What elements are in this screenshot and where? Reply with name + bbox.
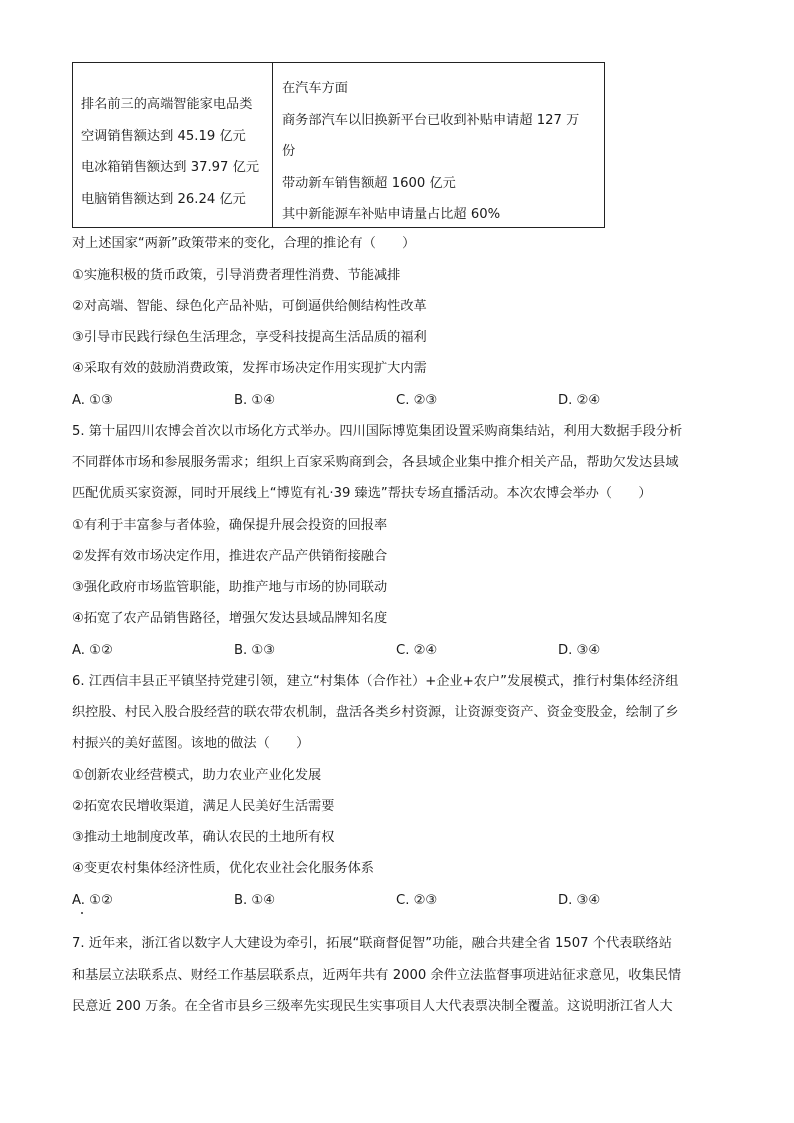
question-7-stem: 民意近 200 万条。在全省市县乡三级率先实现民生实事项目人大代表票决制全覆盖。这说明浙江省人大 bbox=[72, 999, 673, 1014]
table-line: 份 bbox=[282, 144, 296, 160]
option-b[interactable]: B. ①④ bbox=[234, 893, 276, 908]
table-cell-automobiles bbox=[273, 63, 604, 227]
table-line: 商务部汽车以旧换新平台已收到补贴申请超 127 万 bbox=[282, 112, 580, 128]
option-c[interactable]: C. ②④ bbox=[396, 643, 438, 658]
table-line: 电脑销售额达到 26.24 亿元 bbox=[81, 191, 246, 207]
table-line: 其中新能源车补贴申请量占比超 60% bbox=[282, 207, 501, 223]
option-a[interactable]: A. ①② bbox=[72, 893, 113, 908]
option-c[interactable]: C. ②③ bbox=[396, 393, 438, 408]
option-d[interactable]: D. ②④ bbox=[558, 393, 601, 408]
statement-item: ①实施积极的货币政策，引导消费者理性消费、节能减排 bbox=[72, 268, 401, 283]
question-7-stem: 和基层立法联系点、财经工作基层联系点，近两年共有 2000 余件立法监督事项进站征求意见，收集民情 bbox=[72, 968, 682, 983]
statement-item: ③推动土地制度改革，确认农民的土地所有权 bbox=[72, 830, 335, 845]
option-b[interactable]: B. ①③ bbox=[234, 643, 276, 658]
stray-mark bbox=[81, 912, 83, 914]
option-a[interactable]: A. ①② bbox=[72, 643, 113, 658]
question-4-options bbox=[72, 391, 632, 411]
statement-item: ④采取有效的鼓励消费政策，发挥市场决定作用实现扩大内需 bbox=[72, 361, 427, 376]
statement-item: ②拓宽农民增收渠道，满足人民美好生活需要 bbox=[72, 799, 335, 814]
table-line: 电冰箱销售额达到 37.97 亿元 bbox=[81, 160, 260, 175]
question-6-stem: 6. 江西信丰县正平镇坚持党建引领，建立“村集体（合作社）+企业+农户”发展模式，推行村集体经济组 bbox=[72, 674, 679, 689]
option-d[interactable]: D. ③④ bbox=[558, 893, 601, 908]
option-a[interactable]: A. ①③ bbox=[72, 393, 113, 408]
statement-item: ②发挥有效市场决定作用，推进农产品产供销衔接融合 bbox=[72, 549, 388, 564]
question-6-stem: 村振兴的美好蓝图。该地的做法（ ） bbox=[72, 736, 310, 751]
option-b[interactable]: B. ①④ bbox=[234, 393, 276, 408]
statement-item: ①有利于丰富参与者体验，确保提升展会投资的回报率 bbox=[72, 518, 388, 533]
statement-item: ③强化政府市场监管职能，助推产地与市场的协同联动 bbox=[72, 580, 388, 595]
table-cell-appliances bbox=[73, 63, 273, 227]
info-table bbox=[72, 62, 605, 228]
table-line: 在汽车方面 bbox=[282, 81, 348, 96]
question-6-stem: 织控股、村民入股合股经营的联农带农机制，盘活各类乡村资源，让资源变资产、资金变股金，绘制了乡 bbox=[72, 705, 679, 720]
question-4-stem: 对上述国家“两新”政策带来的变化，合理的推论有（ ） bbox=[72, 236, 416, 251]
question-7-stem: 7. 近年来，浙江省以数字人大建设为牵引，拓展“联商督促智”功能，融合共建全省 1507 个代表联络站 bbox=[72, 936, 672, 951]
table-line: 排名前三的高端智能家电品类 bbox=[81, 97, 253, 112]
question-6-options bbox=[72, 891, 632, 911]
question-5-options bbox=[72, 641, 632, 661]
option-d[interactable]: D. ③④ bbox=[558, 643, 601, 658]
question-5-stem: 不同群体市场和参展服务需求；组织上百家采购商到会，各县域企业集中推介相关产品，帮助欠发达县域 bbox=[72, 455, 679, 470]
statement-item: ③引导市民践行绿色生活理念，享受科技提高生活品质的福利 bbox=[72, 330, 427, 345]
statement-item: ②对高端、智能、绿色化产品补贴，可倒逼供给侧结构性改革 bbox=[72, 299, 427, 314]
table-line: 空调销售额达到 45.19 亿元 bbox=[81, 128, 246, 144]
statement-item: ①创新农业经营模式，助力农业产业化发展 bbox=[72, 768, 322, 783]
table-line: 带动新车销售额超 1600 亿元 bbox=[282, 175, 456, 191]
statement-item: ④拓宽了农产品销售路径，增强欠发达县域品牌知名度 bbox=[72, 611, 388, 626]
question-5-stem: 匹配优质买家资源，同时开展线上“博览有礼·39 臻选”帮扶专场直播活动。本次农博会举办（ ） bbox=[72, 486, 652, 501]
option-c[interactable]: C. ②③ bbox=[396, 893, 438, 908]
question-5-stem: 5. 第十届四川农博会首次以市场化方式举办。四川国际博览集团设置采购商集结站，利用大数据手段分析 bbox=[72, 424, 683, 439]
statement-item: ④变更农村集体经济性质，优化农业社会化服务体系 bbox=[72, 861, 374, 876]
